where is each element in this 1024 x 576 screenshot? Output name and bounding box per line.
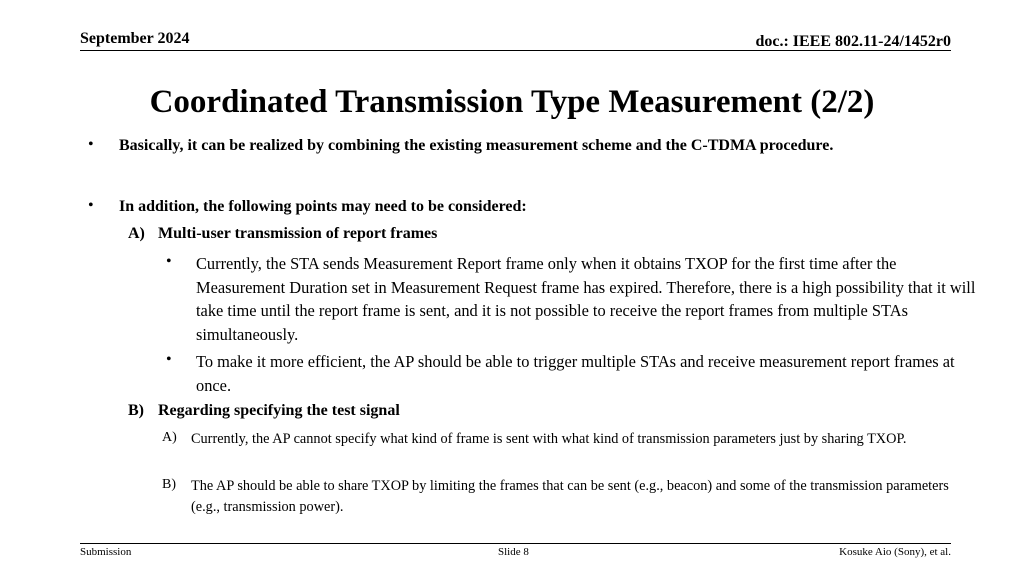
footer-author: Kosuke Aio (Sony), et al. — [839, 546, 951, 558]
list-item-text: Currently, the STA sends Measurement Report frame only when it obtains TXOP for the first time after the Measurement Duration set in Measurement Request frame has expired. Therefore, there is a high possibility that it will take time until the report frame is sent, and it is not possible to receive the report frames from multiple STAs simultaneously. — [196, 254, 976, 344]
list-item-text: The AP should be able to share TXOP by limiting the frames that can be sent (e.g., beacon) and some of the transmission parameters (e.g., transmission power). — [191, 478, 949, 515]
slide-title: Coordinated Transmission Type Measurement (2/2) — [149, 84, 875, 120]
header-date: September 2024 — [80, 30, 190, 47]
section-heading: Regarding specifying the test signal — [158, 402, 400, 419]
section-heading: Multi-user transmission of report frames — [158, 225, 438, 242]
bullet-marker: • — [88, 197, 94, 214]
list-item-text: To make it more efficient, the AP should be able to trigger multiple STAs and receive measurement report frames at once. — [196, 352, 955, 395]
footer-divider — [80, 543, 951, 544]
header-divider — [80, 50, 951, 51]
bullet-text: In addition, the following points may need to be considered: — [119, 198, 527, 215]
footer-submission: Submission — [80, 546, 132, 558]
list-item-marker: B) — [162, 477, 176, 492]
bullet-text: Basically, it can be realized by combining the existing measurement scheme and the C-TDMA procedure. — [119, 137, 834, 154]
list-item-marker: • — [166, 351, 172, 368]
list-item-text: Currently, the AP cannot specify what kind of frame is sent with what kind of transmission parameters just by sharing TXOP. — [191, 431, 907, 447]
section-label: A) — [128, 225, 145, 242]
footer-slide-number: Slide 8 — [498, 546, 529, 558]
header-doc-id: doc.: IEEE 802.11-24/1452r0 — [755, 33, 951, 50]
bullet-marker: • — [88, 136, 94, 153]
list-item-marker: A) — [162, 430, 177, 445]
section-label: B) — [128, 402, 144, 419]
list-item-marker: • — [166, 253, 172, 270]
